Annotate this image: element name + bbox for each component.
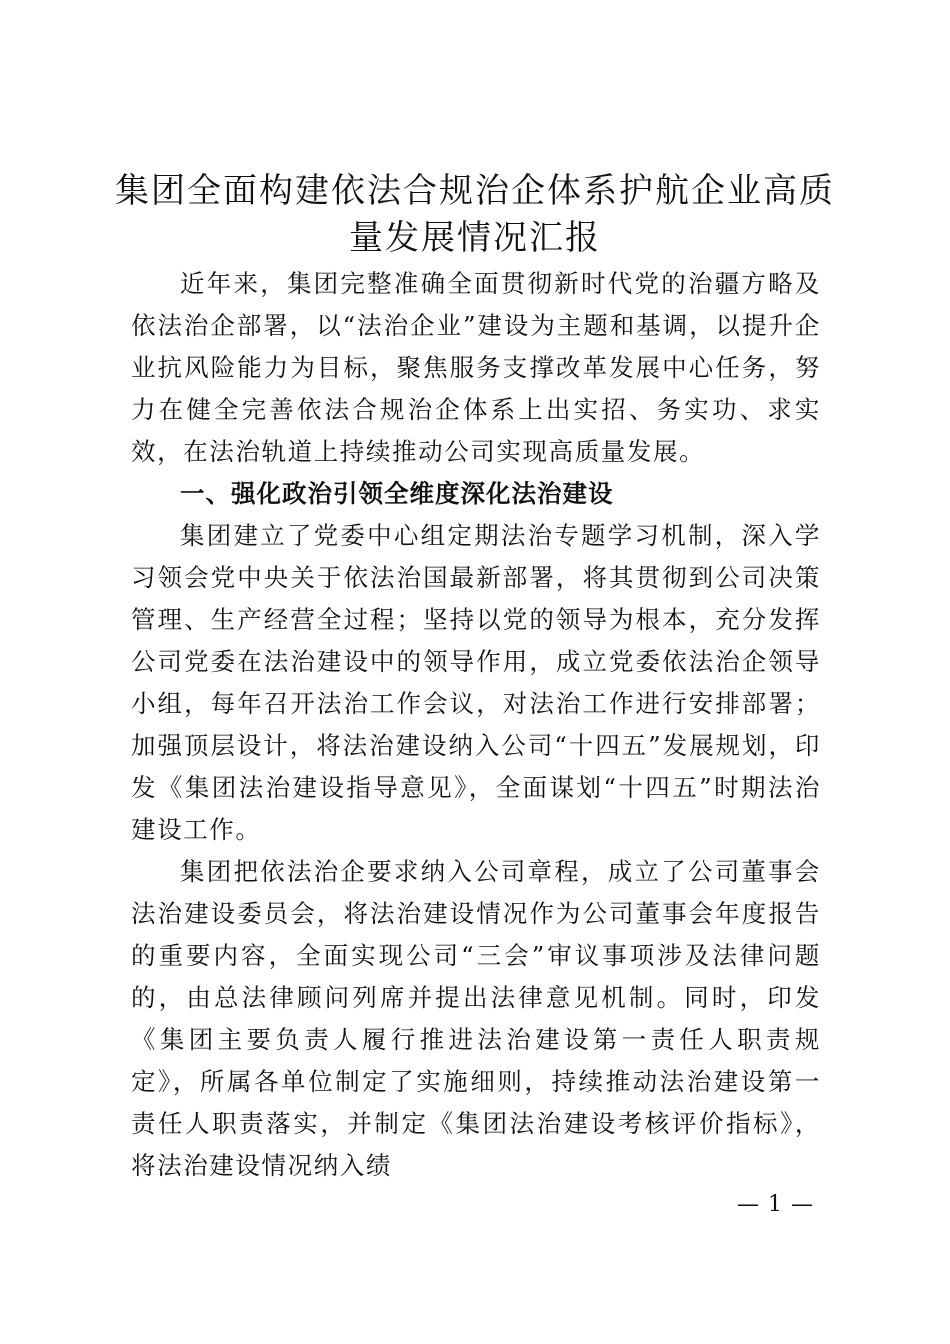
title-line-1: 集团全面构建依法合规治企体系护航企业高质 [115, 171, 835, 211]
document-body [131, 263, 821, 1187]
body-paragraph-2: 集团把依法治企要求纳入公司章程，成立了公司董事会法治建设委员会，将法治建设情况作为公司董事会年度报告的重要内容，全面实现公司“三会”审议事项涉及法律问题的，由总法律顾问列席并提出法律意见机制。同时，印发《集团主要负责人履行推进法治建设第一责任人职责规定》，所属各单位制定了实施细则，持续推动法治建设第一责任人职责落实，并制定《集团法治建设考核评价指标》，将法治建设情况纳入绩 [131, 857, 821, 1180]
page-number: — 1 — [737, 1192, 814, 1217]
title-line-2: 量发展情况汇报 [349, 218, 601, 258]
section-heading: 一、强化政治引领全维度深化法治建设 [180, 479, 614, 508]
document-title [100, 168, 850, 262]
intro-paragraph: 近年来，集团完整准确全面贯彻新时代党的治疆方略及依法治企部署，以“法治企业”建设为主题和基调，以提升企业抗风险能力为目标，聚焦服务支撑改革发展中心任务，努力在健全完善依法合规治企体系上出实招、务实功、求实效，在法治轨道上持续推动公司实现高质量发展。 [131, 269, 821, 466]
body-paragraph-1: 集团建立了党委中心组定期法治专题学习机制，深入学习领会党中央关于依法治国最新部署，将其贯彻到公司决策管理、生产经营全过程；坚持以党的领导为根本，充分发挥公司党委在法治建设中的领导作用，成立党委依法治企领导小组，每年召开法治工作会议，对法治工作进行安排部署；加强顶层设计，将法治建设纳入公司“十四五”发展规划，印发《集团法治建设指导意见》，全面谋划“十四五”时期法治建设工作。 [131, 521, 821, 844]
